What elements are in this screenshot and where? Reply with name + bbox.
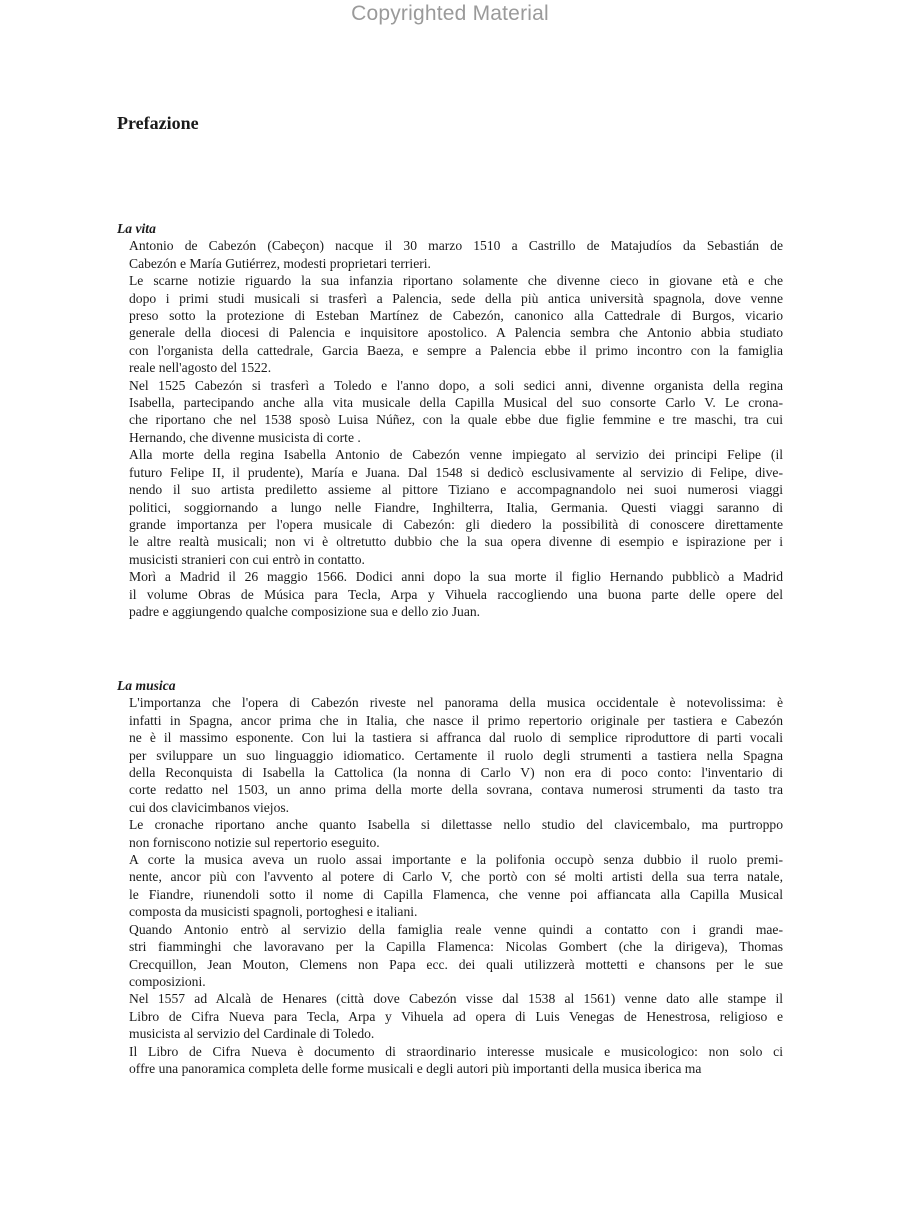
text-line: politici, soggiornando a lungo nelle Fiandre, Inghilterra, Italia, Germania. Questi viaggi saranno di [129, 499, 783, 515]
text-line: musicista al servizio del Cardinale di Toledo. [129, 1026, 375, 1042]
text-line: ne è il massimo esponente. Con lui la tastiera si affranca dal ruolo di semplice riproduttore di parti vocali [129, 730, 783, 746]
text-line: composta da musicisti spagnoli, portoghesi e italiani. [129, 904, 418, 920]
paragraph [117, 446, 783, 568]
text-line: dopo i primi studi musicali si trasferì a Palencia, sede della più antica università spagnola, dove venne [129, 290, 783, 306]
text-line: preso sotto la protezione di Esteban Martínez de Cabezón, canonico alla Cattedrale di Burgos, vicario [129, 308, 783, 324]
text-line: le Fiandre, riunendoli sotto il nome di Capilla Flamenca, che venne poi affiancata alla Capilla Musical [129, 886, 783, 902]
text-line: Libro de Cifra Nueva para Tecla, Arpa y Vihuela ad opera di Luis Venegas de Henestrosa, religioso e [129, 1008, 783, 1024]
text-line: offre una panoramica completa delle forme musicali e degli autori più importanti della musica iberica ma [129, 1060, 702, 1076]
paragraph [117, 990, 783, 1042]
text-line: le altre realtà musicali; non vi è oltretutto dubbio che la sua opera divenne di esempio e ispirazione per i [129, 534, 783, 550]
paragraph [117, 816, 783, 851]
text-line: padre e aggiungendo qualche composizione sua e dello zio Juan. [129, 603, 481, 619]
section-la-musica [117, 677, 783, 1077]
text-line: grande importanza per l'opera musicale di Cabezón: gli diedero la possibilità di conoscere direttamente [129, 516, 783, 532]
text-line: cui dos clavicimbanos viejos. [129, 799, 290, 815]
text-line: Alla morte della regina Isabella Antonio de Cabezón venne impiegato al servizio dei principi Felipe (il [129, 447, 783, 463]
text-line: che riportano che nel 1538 sposò Luisa Núñez, con la quale ebbe due figlie femmine e tre maschi, tra cui [129, 412, 783, 428]
paragraph [117, 237, 783, 272]
paragraph [117, 694, 783, 816]
section-heading: La vita [117, 221, 156, 236]
text-line: composizioni. [129, 973, 206, 989]
text-line: reale nell'agosto del 1522. [129, 360, 272, 376]
text-line: L'importanza che l'opera di Cabezón riveste nel panorama della musica occidentale è notevolissima: è [129, 695, 783, 711]
text-line: nendo il suo artista prediletto assieme al pittore Tiziano e accompagnandolo nei suoi numerosi viaggi [129, 482, 783, 498]
page-title: Prefazione [117, 113, 199, 133]
text-line: Il Libro de Cifra Nueva è documento di straordinario interesse musicale e musicologico: non solo ci [129, 1043, 783, 1059]
text-line: per sviluppare un suo linguaggio idiomatico. Certamente il ruolo degli strumenti a tastiera nella Spagna [129, 747, 783, 763]
paragraph [117, 851, 783, 921]
text-line: Cabezón e María Gutiérrez, modesti proprietari terrieri. [129, 255, 431, 271]
paragraph [117, 377, 783, 447]
section-la-vita [117, 220, 783, 620]
text-line: non forniscono notizie sul repertorio eseguito. [129, 834, 380, 850]
text-line: il volume Obras de Música para Tecla, Arpa y Vihuela raccogliendo una buona parte delle opere del [129, 586, 783, 602]
text-line: Hernando, che divenne musicista di corte . [129, 429, 361, 445]
text-line: stri fiamminghi che lavoravano per la Capilla Flamenca: Nicolas Gombert (che la dirigeva), Thomas [129, 939, 783, 955]
text-line: corte redatto nel 1503, un anno prima della morte della sovrana, contava numerosi strumenti da tasto tra [129, 782, 783, 798]
text-line: Le cronache riportano anche quanto Isabella si dilettasse nello studio del clavicembalo, ma purtroppo [129, 817, 783, 833]
text-line: A corte la musica aveva un ruolo assai importante e la polifonia occupò senza dubbio il ruolo premi- [129, 852, 783, 868]
text-line: Nel 1525 Cabezón si trasferì a Toledo e l'anno dopo, a soli sedici anni, divenne organista della regina [129, 377, 783, 393]
paragraph [117, 568, 783, 620]
section-body [117, 694, 783, 1077]
section-body [117, 237, 783, 620]
text-line: Quando Antonio entrò al servizio della famiglia reale venne quindi a contatto con i grandi mae- [129, 921, 783, 937]
text-line: Morì a Madrid il 26 maggio 1566. Dodici anni dopo la sua morte il figlio Hernando pubblicò a Madrid [129, 569, 783, 585]
paragraph [117, 921, 783, 991]
section-heading: La musica [117, 678, 176, 693]
text-line: musicisti stranieri con cui entrò in contatto. [129, 551, 365, 567]
text-line: Crecquillon, Jean Mouton, Clemens non Papa ecc. dei quali utilizzerà mottetti e chansons per le sue [129, 956, 783, 972]
paragraph [117, 272, 783, 376]
text-line: infatti in Spagna, ancor prima che in Italia, che nasce il primo repertorio originale per tastiera e Cabezón [129, 712, 783, 728]
text-line: Nel 1557 ad Alcalà de Henares (città dove Cabezón visse dal 1538 al 1561) venne dato alle stampe il [129, 991, 783, 1007]
text-line: della Reconquista di Isabella la Cattolica (la nonna di Carlo V) non era di poco conto: l'inventario di [129, 765, 783, 781]
text-line: Le scarne notizie riguardo la sua infanzia riportano solamente che divenne cieco in giovane età e che [129, 273, 783, 289]
copyright-watermark: Copyrighted Material [351, 2, 549, 25]
paragraph [117, 1043, 783, 1078]
text-line: generale della diocesi di Palencia e inquisitore apostolico. A Palencia sembra che Antonio abbia studiato [129, 325, 783, 341]
text-line: Isabella, partecipando anche alla vita musicale della Capilla Musical del suo consorte Carlo V. Le crona- [129, 395, 783, 411]
text-line: nente, ancor più con l'avvento al potere di Carlo V, che portò con sé molti artisti della sua terra natale, [129, 869, 783, 885]
text-line: Antonio de Cabezón (Cabeçon) nacque il 30 marzo 1510 a Castrillo de Matajudíos da Sebastián de [129, 238, 783, 254]
text-line: futuro Felipe II, il prudente), María e Juana. Dal 1548 si dedicò esclusivamente al servizio di Felipe, dive- [129, 464, 783, 480]
text-line: con l'organista della cattedrale, Garcia Baeza, e sempre a Palencia ebbe il primo incontro con la famiglia [129, 342, 783, 358]
